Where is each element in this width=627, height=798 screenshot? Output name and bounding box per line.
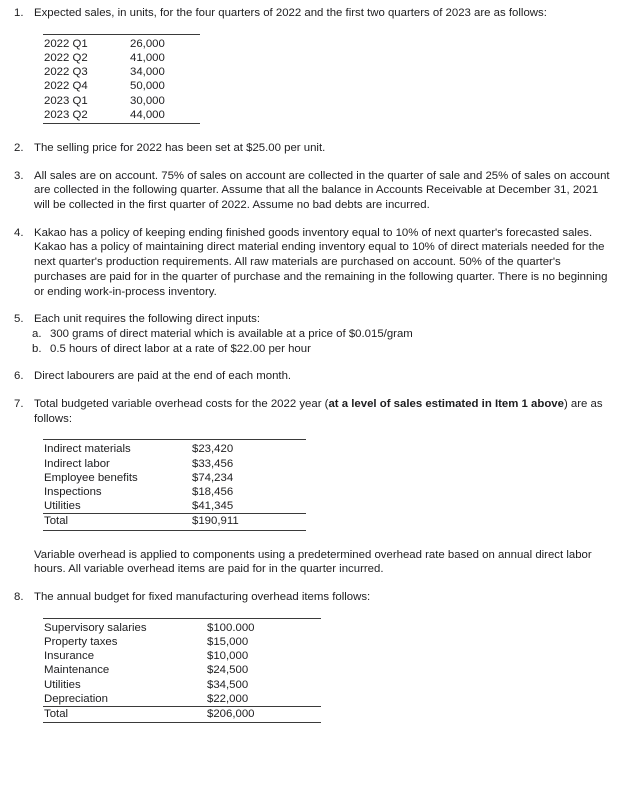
spacer <box>10 531 617 548</box>
spacer <box>10 356 617 369</box>
subitem-b-text: 0.5 hours of direct labor at a rate of $22.00 per hour <box>50 342 311 355</box>
list-item-5 <box>10 312 617 327</box>
fixoh-total-value: $206,000 <box>201 707 321 723</box>
varoh-row-4-value: $41,345 <box>192 500 234 513</box>
table-row <box>43 635 321 649</box>
list-item-3-number: 3. <box>14 169 24 182</box>
variable-overhead-table <box>43 439 306 530</box>
sales-row-4-value: 30,000 <box>130 94 165 107</box>
table-row <box>43 108 200 124</box>
sales-row-1-value: 41,000 <box>130 51 165 64</box>
sales-row-0-value: 26,000 <box>124 34 200 51</box>
list-item-4-number: 4. <box>14 226 24 239</box>
list-item-4 <box>10 226 617 300</box>
subitem-a-letter: a. <box>32 327 42 340</box>
sales-row-0-label: 2022 Q1 <box>43 34 124 51</box>
varoh-row-2-value: $74,234 <box>192 471 234 484</box>
table-row <box>43 94 200 108</box>
varoh-row-1-value: $33,456 <box>192 457 234 470</box>
fixoh-row-1-label: Property taxes <box>44 636 118 648</box>
varoh-row-1-label: Indirect labor <box>44 457 110 470</box>
fixoh-row-4-value: $34,500 <box>207 678 249 691</box>
table-row <box>43 51 200 65</box>
list-item-7-text-bold: at a level of sales estimated in Item 1 above <box>328 398 564 411</box>
list-item-4-body <box>34 226 617 300</box>
spacer <box>10 156 617 169</box>
list-item-7-text-part1: Total budgeted variable overhead costs for the 2022 year ( <box>34 398 329 411</box>
subitem-a-text: 300 grams of direct material which is available at a price of $0.015/gram <box>50 327 413 340</box>
table-row-total <box>43 707 321 723</box>
list-item-3 <box>10 169 617 213</box>
varoh-row-2-label: Employee benefits <box>44 471 138 484</box>
list-item-5-number: 5. <box>14 313 24 326</box>
table-row <box>43 618 321 635</box>
table-row <box>43 79 200 93</box>
list-item-8-text: The annual budget for fixed manufacturing overhead items follows: <box>34 591 371 604</box>
subitem-b-letter: b. <box>32 342 42 355</box>
list-item-8-body <box>34 590 617 605</box>
table-row-total <box>43 514 306 530</box>
fixed-overhead-table <box>43 618 321 723</box>
list-item-2-body <box>34 141 617 156</box>
list-item-7-text-part2: ) are as follows: <box>34 398 603 425</box>
fixoh-row-1-value: $15,000 <box>207 636 249 648</box>
table-row <box>43 34 200 51</box>
list-item-4-text: Kakao has a policy of keeping ending finished goods inventory equal to 10% of next quarter's forecasted sales. Kakao has a policy of maintaining direct material ending inventory equal to 10% of direct materials needed for the next quarter's production requirements. All raw materials are purchased on account. 50% of the quarter's purchases are paid for in the quarter of purchase and the remaining in the following quarter. There is no beginning or ending work-in-process inventory. <box>34 226 608 298</box>
list-item-2 <box>10 141 617 156</box>
sales-row-5-label: 2023 Q2 <box>43 108 124 124</box>
sales-row-1-label: 2022 Q2 <box>44 51 88 64</box>
fixoh-row-3-label: Maintenance <box>44 664 110 677</box>
spacer <box>10 21 617 34</box>
list-item-6 <box>10 369 617 384</box>
list-item-7 <box>10 397 617 426</box>
list-item-3-body <box>34 169 617 213</box>
varoh-row-4-label: Utilities <box>44 500 81 513</box>
spacer <box>10 605 617 618</box>
variable-overhead-note-body <box>34 548 617 577</box>
table-row <box>43 485 306 499</box>
spacer <box>10 299 617 312</box>
list-item-7-number: 7. <box>14 398 24 411</box>
list-item-5-subitem-b <box>10 342 617 357</box>
variable-overhead-note <box>10 548 617 577</box>
fixoh-total-label: Total <box>43 707 201 723</box>
list-item-5-text: Each unit requires the following direct inputs: <box>34 313 261 326</box>
list-item-5-body <box>34 312 617 327</box>
spacer <box>10 426 617 439</box>
table-row <box>43 440 306 457</box>
list-item-8 <box>10 590 617 605</box>
table-row <box>43 65 200 79</box>
table-row <box>43 692 321 707</box>
spacer <box>10 213 617 226</box>
sales-row-5-value: 44,000 <box>124 108 200 124</box>
list-item-6-number: 6. <box>14 370 24 383</box>
table-row <box>43 649 321 663</box>
table-row <box>43 499 306 514</box>
fixoh-row-0-value: $100.000 <box>201 618 321 635</box>
sales-row-2-label: 2022 Q3 <box>44 66 88 79</box>
list-item-1-body <box>34 6 617 21</box>
varoh-row-0-value: $23,420 <box>186 440 306 457</box>
spacer <box>10 124 617 141</box>
list-item-7-text <box>34 397 610 426</box>
list-item-5-subitem-a <box>10 327 617 342</box>
variable-overhead-note-text: Variable overhead is applied to components using a predetermined overhead rate based on annual direct labor hours. All variable overhead items are paid for in the quarter incurred. <box>34 548 592 576</box>
list-item-7-body <box>34 397 617 426</box>
list-item-8-number: 8. <box>14 591 24 604</box>
sales-row-3-value: 50,000 <box>130 80 165 93</box>
table-row <box>43 663 321 677</box>
list-item-2-text: The selling price for 2022 has been set at $25.00 per unit. <box>34 141 326 154</box>
fixoh-row-0-label: Supervisory salaries <box>43 618 201 635</box>
varoh-row-3-value: $18,456 <box>192 486 234 499</box>
fixoh-row-5-value: $22,000 <box>207 692 249 705</box>
fixoh-row-5-label: Depreciation <box>44 692 108 705</box>
varoh-total-value: $190,911 <box>186 514 306 530</box>
list-item-1 <box>10 6 617 21</box>
table-row <box>43 678 321 692</box>
list-item-2-number: 2. <box>14 141 24 154</box>
list-item-1-text: Expected sales, in units, for the four quarters of 2022 and the first two quarters of 2023 are as follows: <box>34 7 547 19</box>
fixoh-row-2-value: $10,000 <box>207 650 249 663</box>
table-row <box>43 457 306 471</box>
varoh-total-label: Total <box>43 514 186 530</box>
fixoh-row-3-value: $24,500 <box>207 664 249 677</box>
spacer <box>10 577 617 590</box>
list-item-3-text: All sales are on account. 75% of sales on account are collected in the quarter of sale and 25% of sales on account are collected in the following quarter. Assume that all the balance in Accounts Receivable at December 31, 2021 will be collected in the first quarter of 2022. Assume no bad debts are incurred. <box>34 169 610 212</box>
expected-sales-table <box>43 34 200 124</box>
varoh-row-3-label: Inspections <box>44 486 102 499</box>
varoh-row-0-label: Indirect materials <box>43 440 186 457</box>
sales-row-2-value: 34,000 <box>130 66 165 79</box>
list-item-6-body <box>34 369 617 384</box>
sales-row-4-label: 2023 Q1 <box>44 94 88 107</box>
list-item-6-text: Direct labourers are paid at the end of each month. <box>34 370 292 383</box>
list-item-1-number: 1. <box>14 7 24 19</box>
fixoh-row-2-label: Insurance <box>44 650 95 663</box>
sales-row-3-label: 2022 Q4 <box>44 80 88 93</box>
table-row <box>43 471 306 485</box>
spacer <box>10 384 617 397</box>
fixoh-row-4-label: Utilities <box>44 678 81 691</box>
